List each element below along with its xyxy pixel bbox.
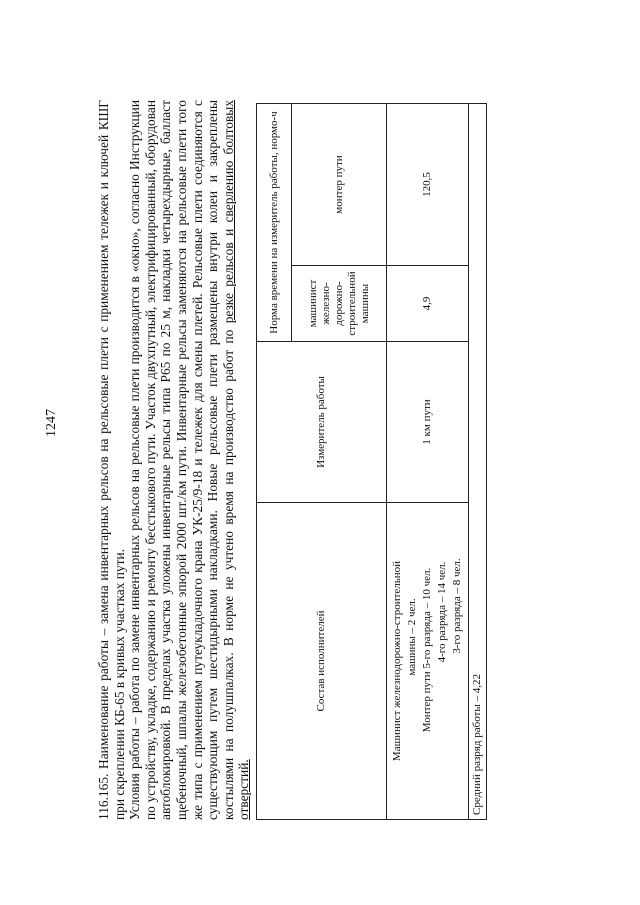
norm-table [256, 103, 487, 820]
machinist-cell: 4,9 [387, 266, 469, 342]
page-number: 1247 [44, 409, 59, 437]
header-fitter: монтер пути [292, 104, 387, 266]
work-conditions-paragraph [127, 100, 252, 820]
conditions-tail-underlined: резке рельсов и сверлению болтовых отверстий. [220, 100, 252, 820]
staff-line: Монтер пути 5-го разряда – 10 чел. [421, 567, 433, 733]
table-header-row [257, 104, 292, 820]
staff-line: машины – 2 чел. [406, 598, 418, 676]
table-footer-row [469, 104, 487, 820]
average-grade-cell: Средний разряд работы – 4,22 [469, 104, 487, 820]
header-machinist: машинист железно-дорожно-строительной машины [292, 266, 387, 342]
header-unit: Измеритель работы [257, 342, 387, 503]
table-data-row [387, 104, 469, 820]
staff-line: 4-го разряда – 14 чел. [436, 561, 448, 663]
header-staff: Состав исполнителей [257, 503, 387, 820]
rotated-sheet [96, 100, 506, 820]
staff-line: 3-го разряда – 8 чел. [451, 558, 463, 654]
work-title-paragraph: 116.165. Наименование работы – замена инвентарных рельсов на рельсовые плети с применением тележек и ключей КШГ при скреплении КБ-65 в кривых участках пути. [96, 100, 127, 820]
unit-cell: 1 км пути [387, 342, 469, 503]
conditions-tail: время на производство работ по [220, 323, 236, 525]
conditions-text: Условия работы – работа по замене инвентарных рельсов на рельсовые плети производится в «окно», согласно Инструкции по устройству, укладке, содержанию и ремонту бесстыкового пути. Участок двухпутный, электрифицированный, оборудован автоблокировкой. В пределах участка уложены инвентарные рельсы типа Р65 по 25 м, накладки четырехдырные, балласт щебеночный, шпалы железобетонные эпюрой 2000 шт./км пути. Инвентарные рельсы заменяются на рельсовые плети того же типа с применением путеукладочного крана УК-25/9-18 и тележек для смены плетей. Рельсовые плети соединяются с существующим путем шестидырными накладками. Новые рельсовые плети размещены внутри колеи и закреплены костылями на полушпалках. В норме не учтено [127, 100, 236, 820]
fitter-cell: 120,5 [387, 104, 469, 266]
staff-line: Машинист железнодорожно-строительной [391, 560, 403, 762]
header-norm: Норма времени на измеритель работы, нормо-ч [257, 104, 292, 342]
staff-cell [387, 503, 469, 820]
